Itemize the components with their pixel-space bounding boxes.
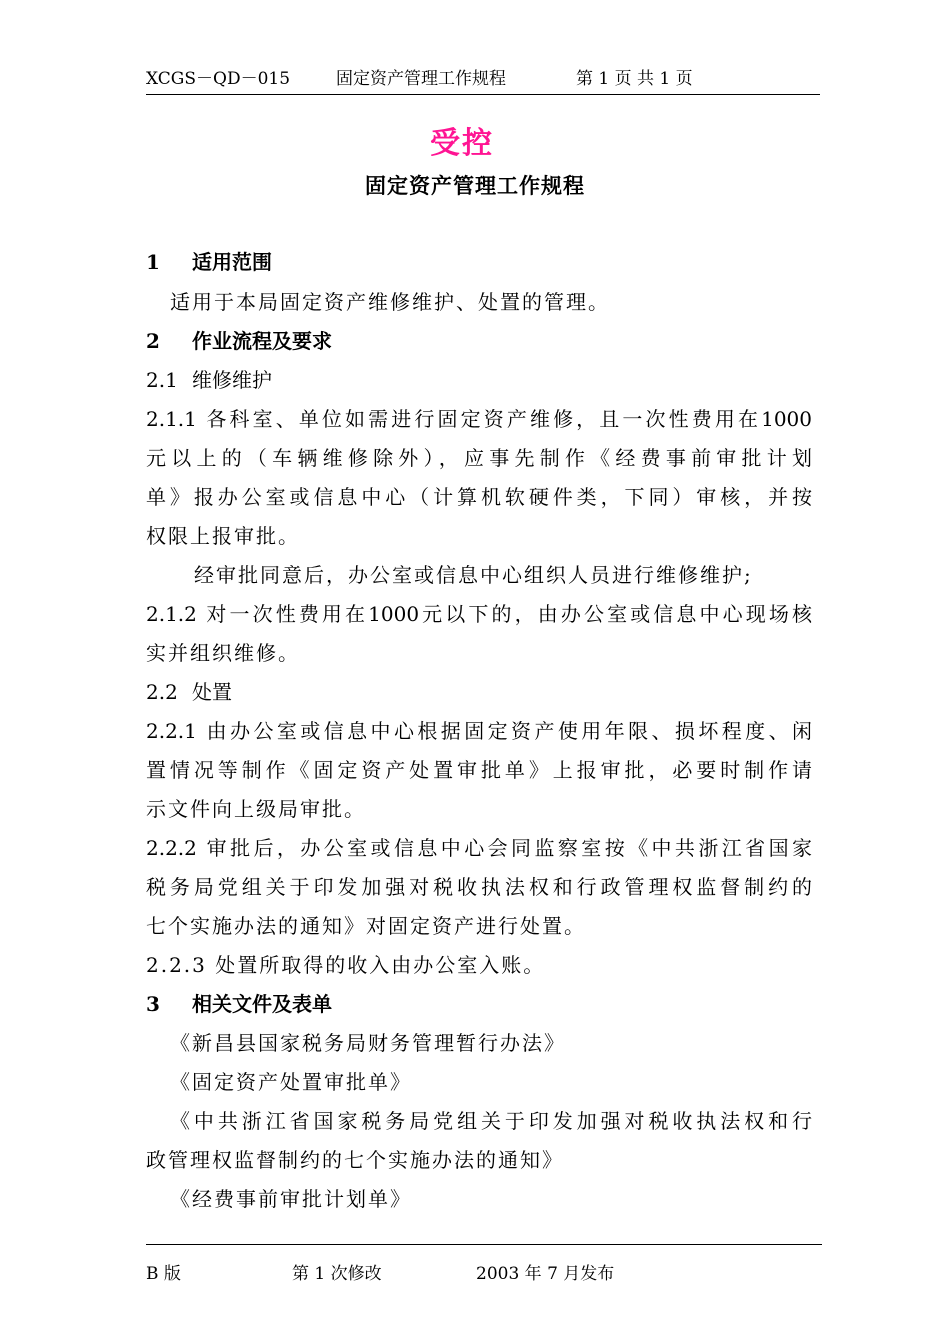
paragraph-2-2-2-line-2: 税务局党组关于印发加强对税收执法权和行政管理权监督制约的 [146, 875, 812, 899]
section-3-heading [146, 994, 332, 1014]
section-number: 2 [146, 329, 160, 353]
version-label: B 版 [146, 1264, 181, 1284]
section-title: 适用范围 [192, 250, 272, 274]
section-number: 1 [146, 250, 160, 274]
revision-label: 第 1 次修改 [292, 1264, 382, 1284]
page-number: 第 1 页 共 1 页 [576, 69, 693, 89]
section-title: 作业流程及要求 [192, 329, 332, 353]
release-date: 2003 年 7 月发布 [476, 1264, 615, 1284]
paragraph-2-2-1-line-1: 2.2.1 由办公室或信息中心根据固定资产使用年限、损坏程度、闲 [146, 719, 812, 743]
paragraph-2-1-1-line-1: 2.1.1 各科室、单位如需进行固定资产维修，且一次性费用在1000 [146, 407, 812, 431]
reference-4: 《经费事前审批计划单》 [170, 1187, 412, 1211]
reference-2: 《固定资产处置审批单》 [170, 1070, 412, 1094]
paragraph-2-2-1-line-3: 示文件向上级局审批。 [146, 797, 366, 821]
doc-code: XCGS－QD－015 [146, 69, 291, 89]
paragraph-2-2-2-line-1: 2.2.2 审批后，办公室或信息中心会同监察室按《中共浙江省国家 [146, 836, 812, 860]
section-2-1-heading [146, 370, 272, 390]
section-2-2-heading [146, 682, 232, 702]
document-title: 固定资产管理工作规程 [365, 173, 585, 198]
paragraph-2-1-2-line-2: 实并组织维修。 [146, 641, 300, 665]
reference-3-line-2: 政管理权监督制约的七个实施办法的通知》 [146, 1148, 564, 1172]
section-number: 2.2 [146, 680, 178, 704]
paragraph-2-2-2-line-3: 七个实施办法的通知》对固定资产进行处置。 [146, 914, 586, 938]
section-1-heading [146, 252, 272, 272]
section-2-heading [146, 331, 332, 351]
page-header [146, 64, 820, 95]
paragraph-2-2-3: 2.2.3 处置所取得的收入由办公室入账。 [146, 953, 546, 977]
controlled-stamp: 受控 [430, 126, 494, 161]
section-title: 维修维护 [192, 368, 272, 392]
section-1-text: 适用于本局固定资产维修维护、处置的管理。 [170, 290, 610, 314]
reference-3-line-1: 《中共浙江省国家税务局党组关于印发加强对税收执法权和行 [170, 1109, 812, 1133]
paragraph-2-1-2-line-1: 2.1.2 对一次性费用在1000元以下的，由办公室或信息中心现场核 [146, 602, 812, 626]
section-number: 3 [146, 992, 160, 1016]
paragraph-2-2-1-line-2: 置情况等制作《固定资产处置审批单》上报审批，必要时制作请 [146, 758, 812, 782]
reference-1: 《新昌县国家税务局财务管理暂行办法》 [170, 1031, 566, 1055]
section-title: 相关文件及表单 [192, 992, 332, 1016]
page-footer [146, 1244, 822, 1284]
section-title: 处置 [192, 680, 232, 704]
paragraph-2-1-1-line-2: 元以上的（车辆维修除外），应事先制作《经费事前审批计划 [146, 446, 812, 470]
paragraph-2-1-1-line-3: 单》报办公室或信息中心（计算机软硬件类，下同）审核，并按 [146, 485, 812, 509]
paragraph-2-1-1-line-5: 经审批同意后，办公室或信息中心组织人员进行维修维护; [194, 563, 753, 587]
paragraph-2-1-1-line-4: 权限上报审批。 [146, 524, 300, 548]
header-title: 固定资产管理工作规程 [336, 69, 506, 89]
section-number: 2.1 [146, 368, 178, 392]
